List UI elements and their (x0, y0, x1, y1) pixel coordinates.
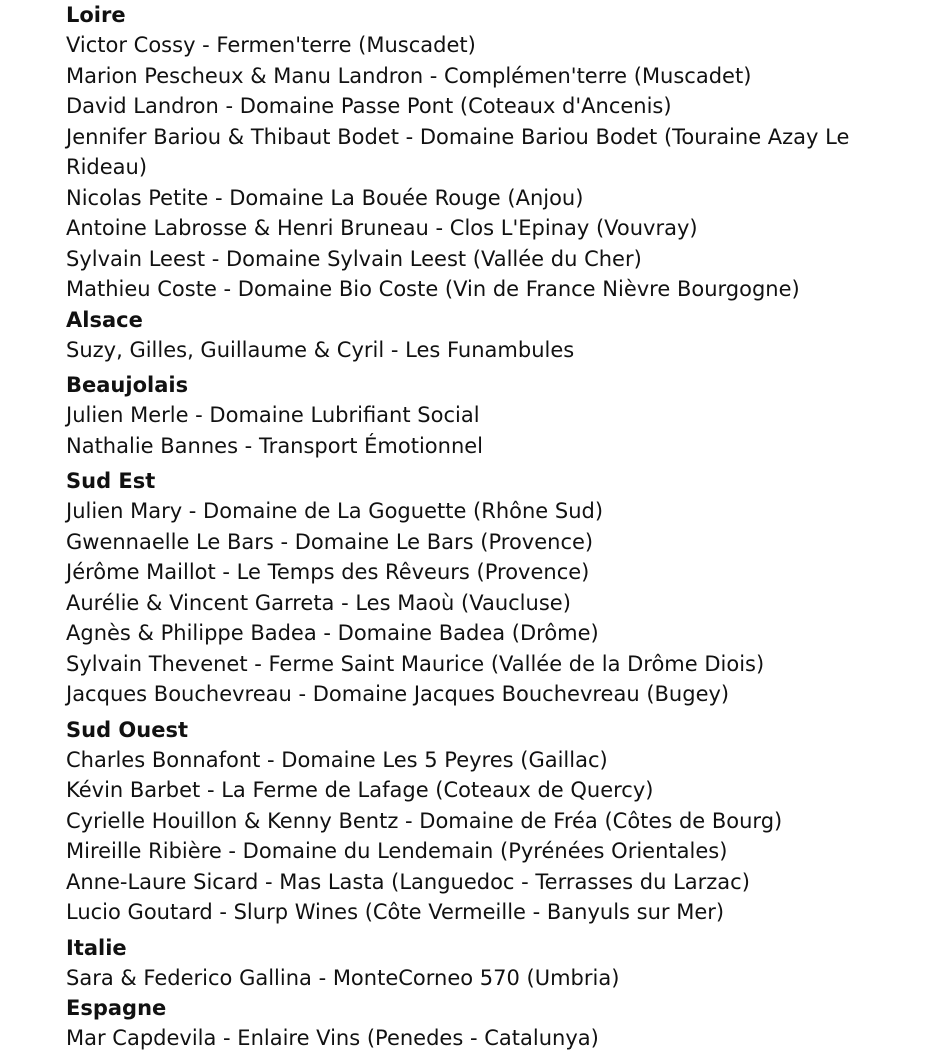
list-item: Charles Bonnafont - Domaine Les 5 Peyres (Gaillac) (66, 747, 608, 772)
list-item: Julien Mary - Domaine de La Goguette (Rhône Sud) (66, 499, 604, 523)
list-item: Agnès & Philippe Badea - Domaine Badea (Drôme) (66, 621, 599, 645)
list-item: Gwennaelle Le Bars - Domaine Le Bars (Provence) (66, 529, 594, 554)
list-item: Mireille Ribière - Domaine du Lendemain (Pyrénées Orientales) (66, 839, 728, 863)
list-item: Sylvain Thevenet - Ferme Saint Maurice (Vallée de la Drôme Diois) (66, 651, 765, 676)
section-beaujolais (66, 370, 916, 461)
list-item: Anne-Laure Sicard - Mas Lasta (Languedoc - Terrasses du Larzac) (66, 869, 750, 894)
section-heading: Sud Ouest (66, 717, 189, 742)
list-item: Victor Cossy - Fermen'terre (Muscadet) (66, 33, 476, 57)
section-heading: Loire (66, 3, 126, 27)
list-item: Sylvain Leest - Domaine Sylvain Leest (Vallée du Cher) (66, 246, 642, 271)
list-item: Nathalie Bannes - Transport Émotionnel (66, 433, 484, 458)
section-heading: Espagne (66, 996, 167, 1020)
section-alsace (66, 305, 916, 366)
producer-list (66, 0, 916, 1054)
list-item: Aurélie & Vincent Garreta - Les Maoù (Vaucluse) (66, 590, 571, 615)
list-item: Lucio Goutard - Slurp Wines (Côte Vermeille - Banyuls sur Mer) (66, 900, 725, 924)
list-item: Suzy, Gilles, Guillaume & Cyril - Les Funambules (66, 337, 575, 362)
section-heading: Sud Est (66, 469, 156, 493)
list-item: Julien Merle - Domaine Lubrifiant Social (66, 403, 480, 427)
section-heading: Italie (66, 935, 127, 960)
list-item: Nicolas Petite - Domaine La Bouée Rouge (Anjou) (66, 185, 584, 210)
list-item: Marion Pescheux & Manu Landron - Complémen'terre (Muscadet) (66, 63, 752, 88)
list-item: Mar Capdevila - Enlaire Vins (Penedes - Catalunya) (66, 1026, 599, 1050)
list-item: Sara & Federico Gallina - MonteCorneo 570 (Umbria) (66, 965, 620, 990)
list-item: Jacques Bouchevreau - Domaine Jacques Bouchevreau (Bugey) (66, 682, 730, 706)
list-item: Antoine Labrosse & Henri Bruneau - Clos L'Epinay (Vouvray) (66, 216, 698, 240)
section-loire (66, 0, 916, 305)
list-item: Jérôme Maillot - Le Temps des Rêveurs (Provence) (66, 560, 590, 584)
section-espagne (66, 993, 916, 1054)
list-item: Mathieu Coste - Domaine Bio Coste (Vin de France Nièvre Bourgogne) (66, 277, 800, 301)
section-sud-ouest (66, 715, 916, 928)
section-heading: Beaujolais (66, 373, 189, 397)
list-item: David Landron - Domaine Passe Pont (Coteaux d'Ancenis) (66, 94, 672, 118)
list-item: Jennifer Bariou & Thibaut Bodet - Domaine Bariou Bodet (Touraine Azay Le Rideau) (66, 124, 850, 179)
list-item: Kévin Barbet - La Ferme de Lafage (Coteaux de Quercy) (66, 778, 654, 802)
section-heading: Alsace (66, 307, 143, 332)
list-item: Cyrielle Houillon & Kenny Bentz - Domaine de Fréa (Côtes de Bourg) (66, 808, 783, 833)
section-italie (66, 933, 916, 994)
section-sud-est (66, 466, 916, 710)
